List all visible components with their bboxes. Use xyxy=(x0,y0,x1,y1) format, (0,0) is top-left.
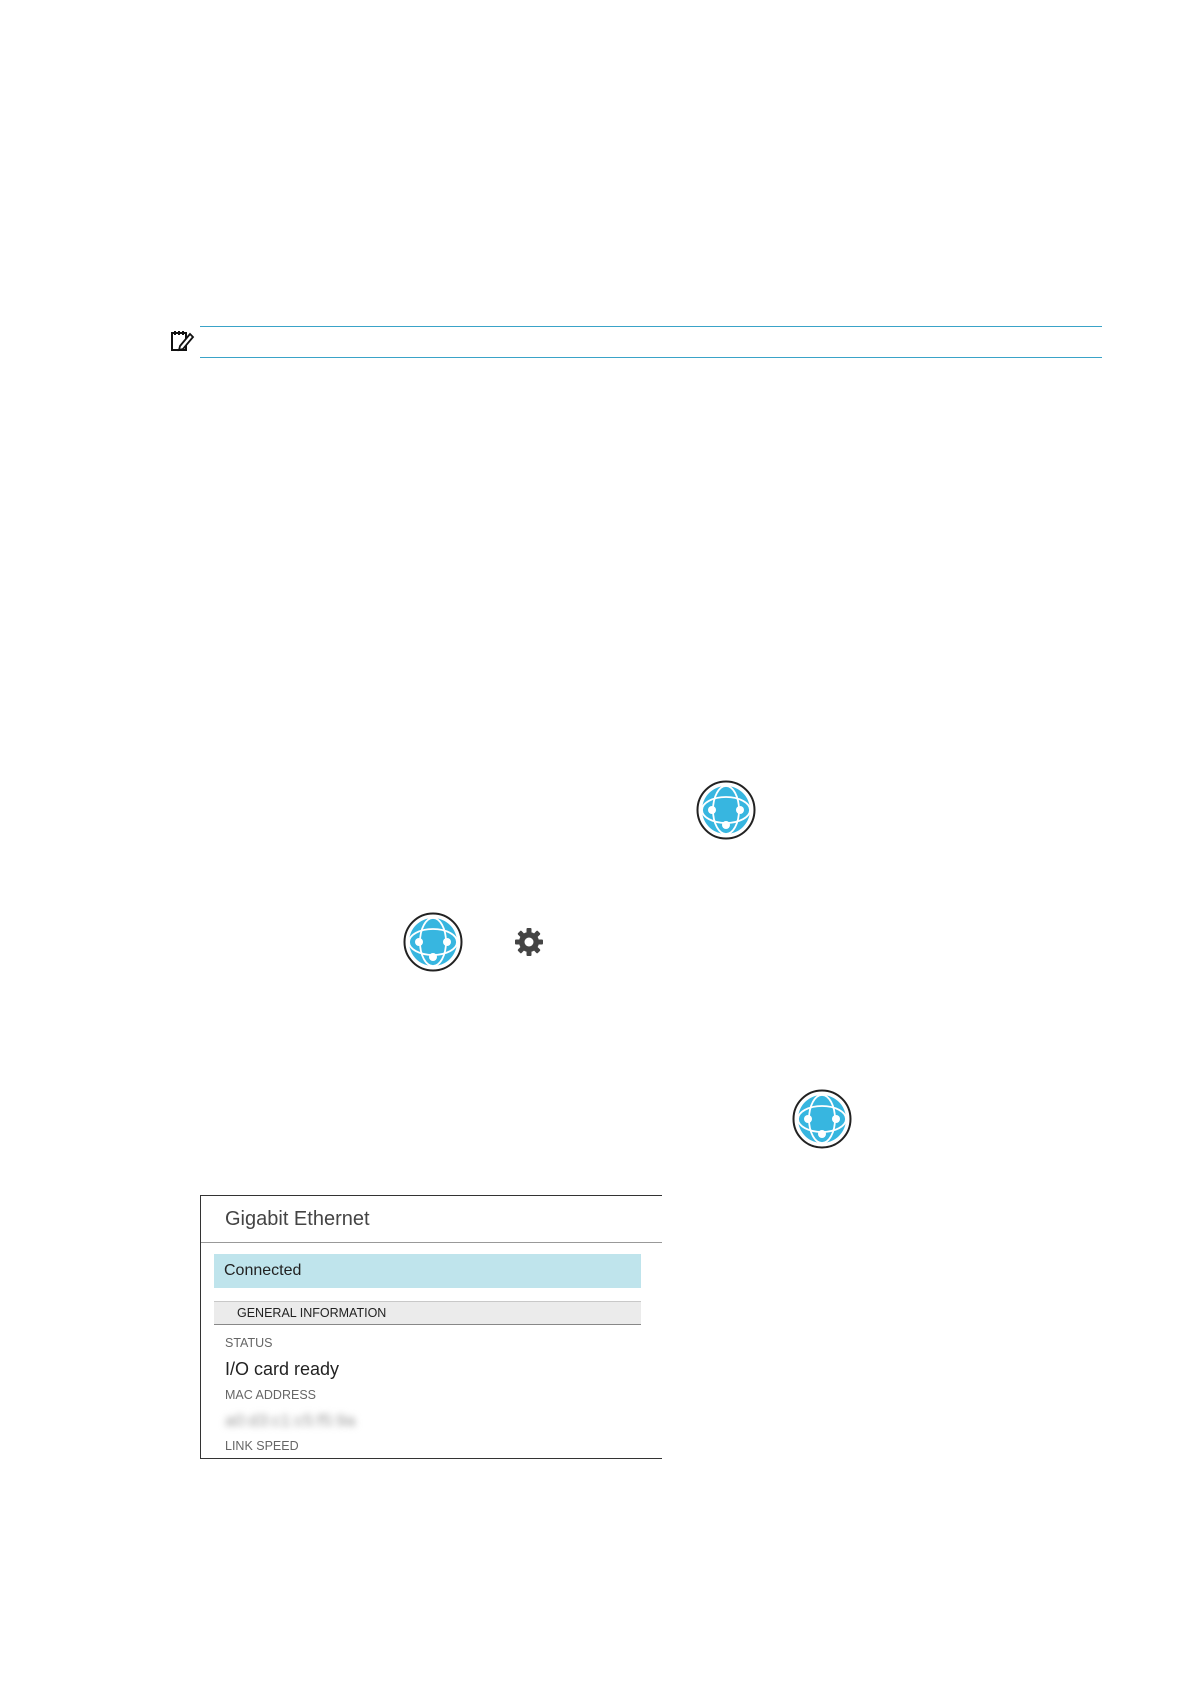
note-rule-top xyxy=(200,326,1102,327)
panel-title: Gigabit Ethernet xyxy=(225,1208,370,1230)
network-globe-icon[interactable] xyxy=(403,912,463,972)
gear-icon[interactable] xyxy=(514,927,544,957)
mac-address-label: MAC ADDRESS xyxy=(225,1388,316,1402)
status-label: STATUS xyxy=(225,1336,273,1350)
network-globe-icon[interactable] xyxy=(696,780,756,840)
link-speed-label: LINK SPEED xyxy=(225,1439,299,1453)
mac-address-value: a0:d3:c1:c5:f5:9a xyxy=(225,1411,356,1430)
network-globe-icon[interactable] xyxy=(792,1089,852,1149)
gigabit-ethernet-panel xyxy=(200,1195,662,1459)
note-pencil-icon xyxy=(169,328,195,354)
section-header-general-information: GENERAL INFORMATION xyxy=(214,1301,641,1325)
note-rule-bottom xyxy=(200,357,1102,358)
status-value: I/O card ready xyxy=(225,1359,340,1379)
divider xyxy=(201,1242,662,1243)
connection-status-bar: Connected xyxy=(214,1254,641,1288)
